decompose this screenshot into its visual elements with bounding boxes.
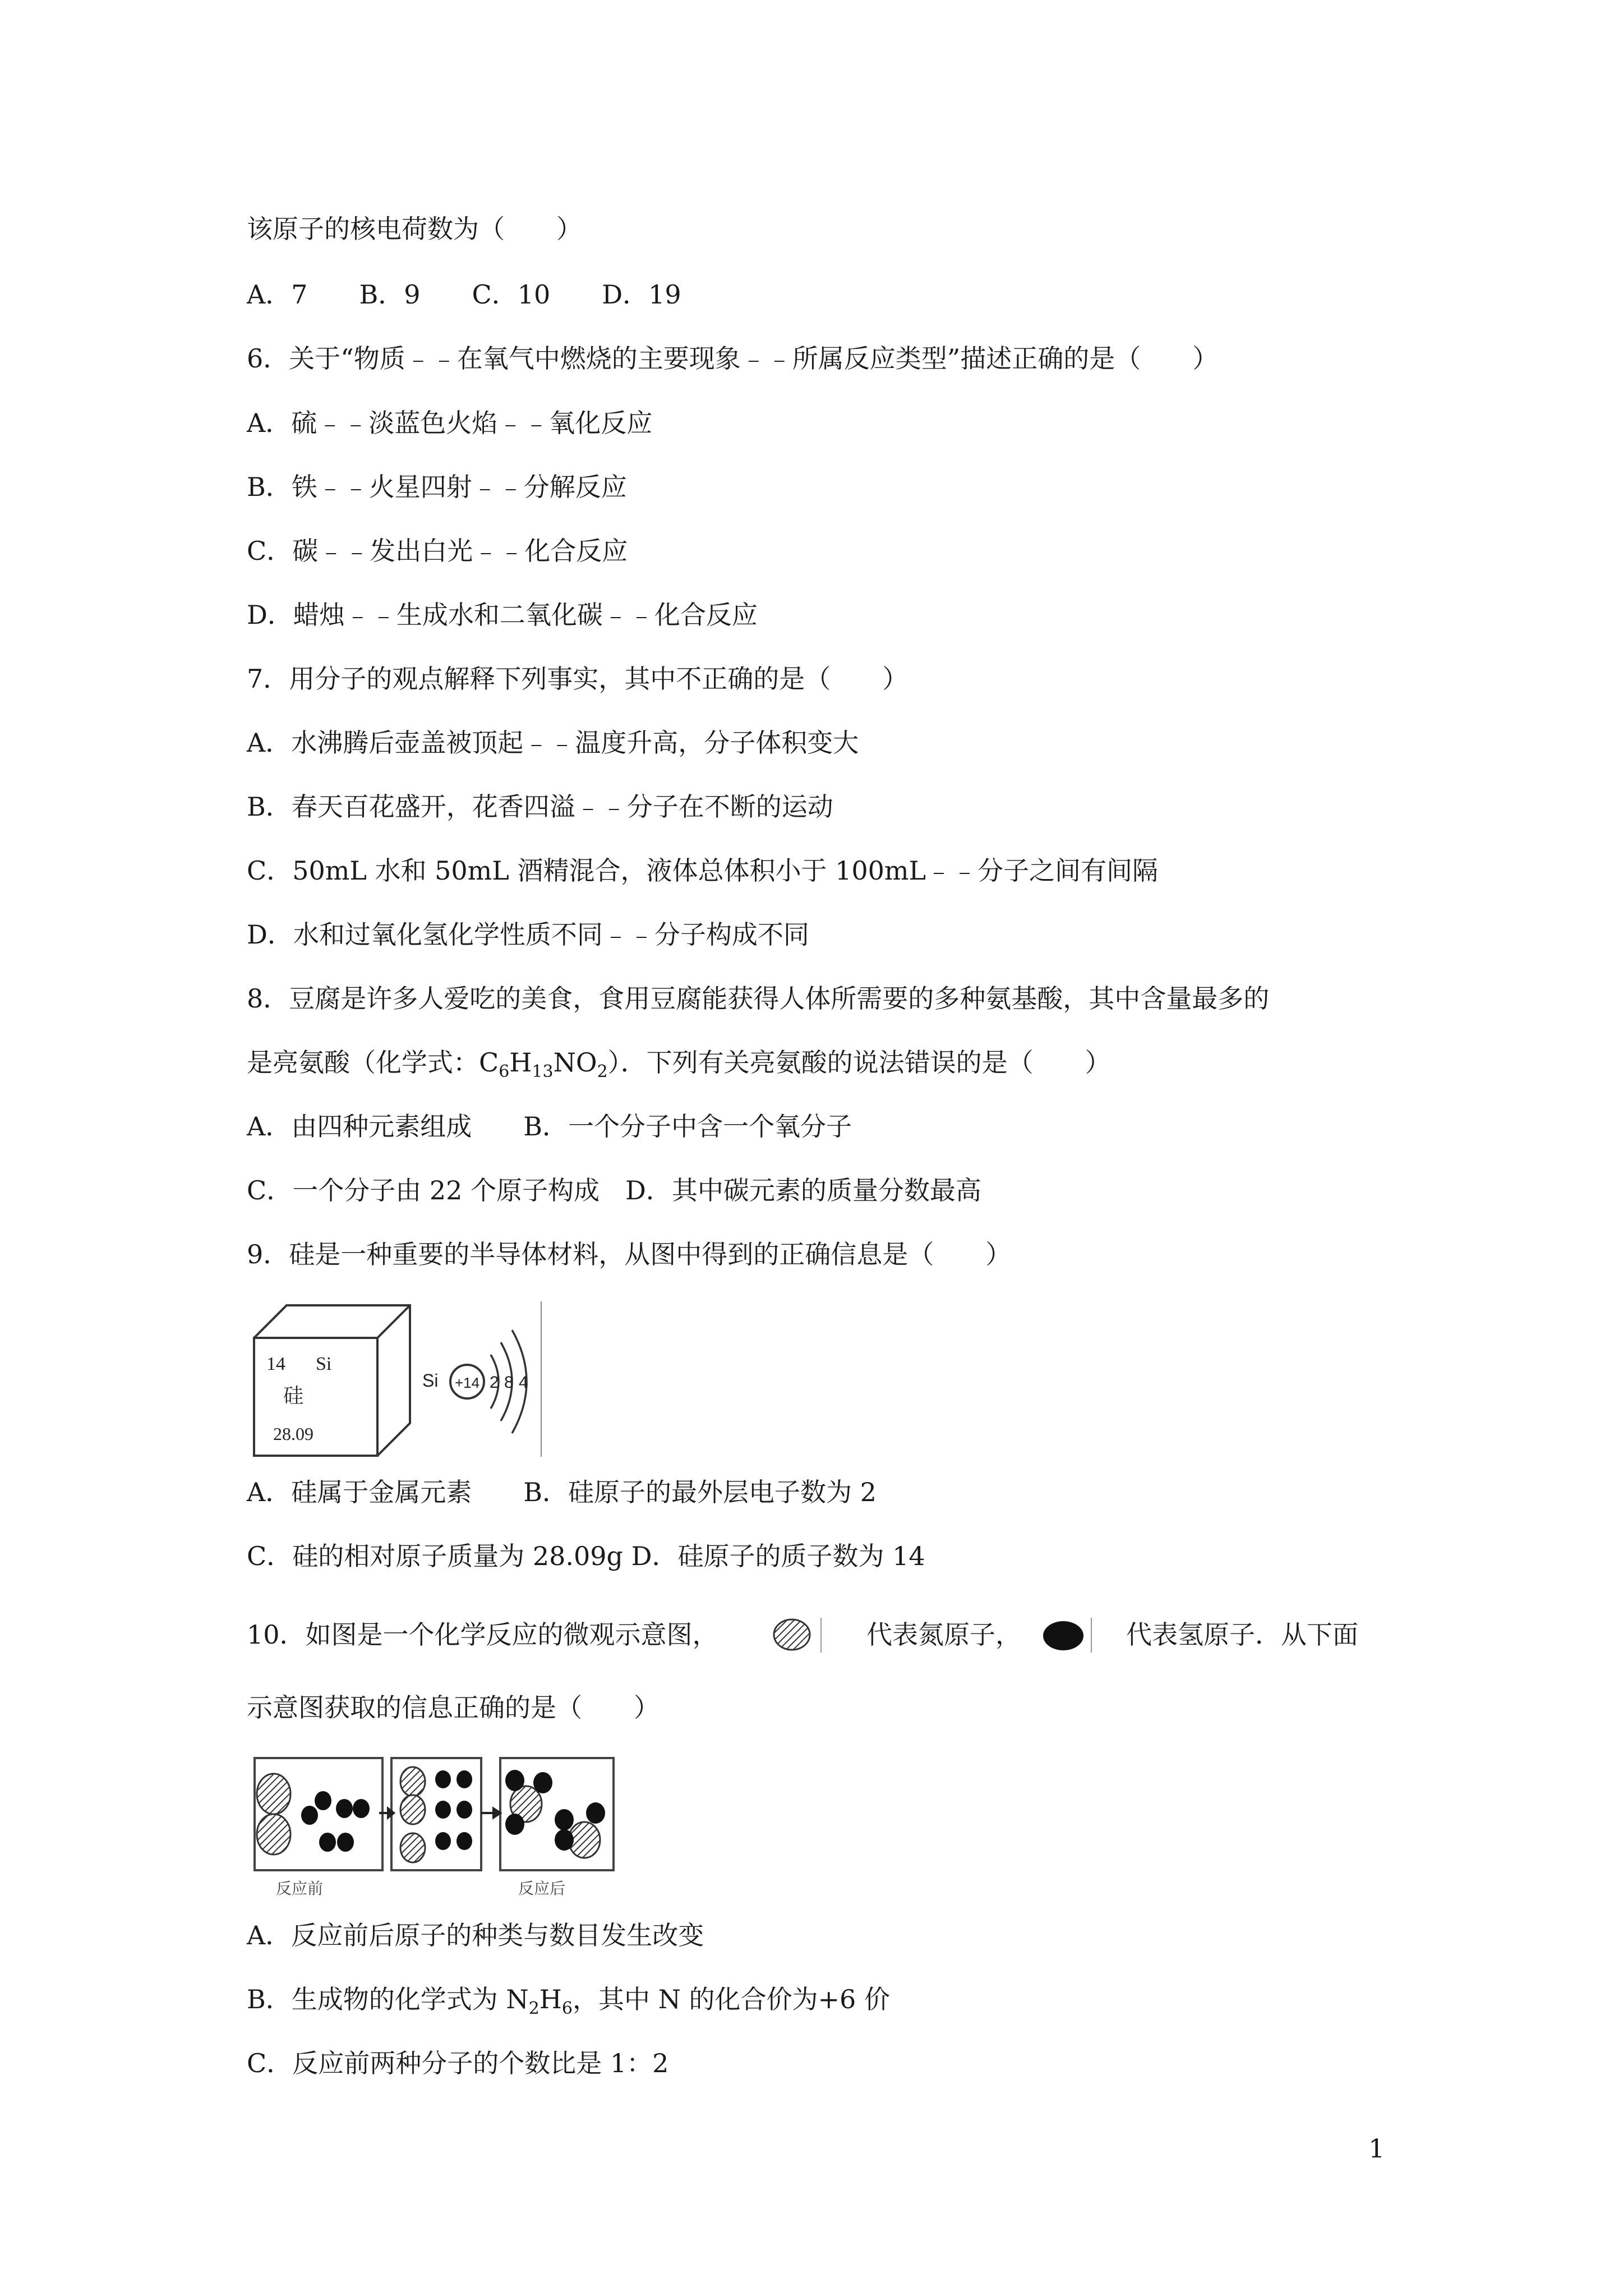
question-6-option-a: A．硫﹣﹣淡蓝色火焰﹣﹣氧化反应 (247, 408, 653, 438)
shell-1-electrons: 2 (490, 1373, 499, 1392)
subscript: 6 (499, 1062, 510, 1082)
subscript: 2 (528, 1999, 540, 2018)
question-10-stem-part-c: 代表氢原子．从下面 (1126, 1619, 1358, 1650)
shell-2-electrons: 8 (504, 1373, 514, 1392)
subscript: 2 (597, 1062, 608, 1082)
atomic-number: 14 (266, 1354, 285, 1374)
element-name: 硅 (283, 1384, 304, 1407)
question-10-option-c: C．反应前两种分子的个数比是 1：2 (247, 2048, 669, 2078)
question-9-stem: 9．硅是一种重要的半导体材料，从图中得到的正确信息是（ ） (247, 1239, 1012, 1269)
label-before: 反应前 (276, 1879, 324, 1898)
question-7-option-d: D．水和过氧化氢化学性质不同﹣﹣分子构成不同 (247, 919, 809, 950)
question-7-option-a: A．水沸腾后壶盖被顶起﹣﹣温度升高，分子体积变大 (247, 728, 859, 758)
question-7-option-c: C．50mL 水和 50mL 酒精混合，液体总体积小于 100mL﹣﹣分子之间有间隔 (247, 855, 1159, 886)
subscript: 13 (532, 1062, 554, 1082)
formula-text: 是亮氨酸（化学式：C (247, 1047, 499, 1078)
question-8-stem: 8．豆腐是许多人爱吃的美食，食用豆腐能获得人体所需要的多种氨基酸，其中含量最多的 (247, 983, 1270, 1014)
shell-3-electrons: 4 (519, 1373, 528, 1392)
question-10-option-a: A．反应前后原子的种类与数目发生改变 (247, 1920, 704, 1950)
question-10-stem-part-b: 代表氮原子， (866, 1619, 1021, 1650)
question-7-stem: 7．用分子的观点解释下列事实，其中不正确的是（ ） (247, 664, 909, 694)
element-symbol: Si (316, 1354, 332, 1374)
question-8-options-ab: A．由四种元素组成 B．一个分子中含一个氧分子 (247, 1111, 852, 1142)
subscript: 6 (561, 1999, 573, 2018)
atomic-mass: 28.09 (273, 1424, 313, 1444)
question-9-options-ab: A．硅属于金属元素 B．硅原子的最外层电子数为 2 (247, 1477, 877, 1507)
atom-symbol: Si (422, 1370, 439, 1391)
question-7-option-b: B．春天百花盛开，花香四溢﹣﹣分子在不断的运动 (247, 792, 833, 822)
nitrogen-atom-legend (769, 1616, 826, 1655)
formula-text: H (539, 1984, 562, 2014)
formula-text: NO (553, 1047, 597, 1078)
question-10-option-b (247, 1982, 890, 2026)
question-6-option-b: B．铁﹣﹣火星四射﹣﹣分解反应 (247, 472, 627, 502)
reaction-micro-diagram (247, 1750, 620, 1902)
before-molecules (257, 1774, 370, 1855)
question-8-options-cd: C．一个分子由 22 个原子构成 D．其中碳元素的质量分数最高 (247, 1175, 981, 1205)
question-9-options-cd: C．硅的相对原子质量为 28.09g D．硅原子的质子数为 14 (247, 1541, 925, 1571)
question-6-option-c: C．碳﹣﹣发出白光﹣﹣化合反应 (247, 536, 628, 566)
formula-text: ）．下列有关亮氨酸的说法错误的是（ ） (607, 1047, 1111, 1078)
question-5-options: A．7 B．9 C．10 D．19 (247, 279, 681, 310)
hydrogen-atom-legend (1039, 1616, 1095, 1655)
question-5-stem-end: 该原子的核电荷数为（ ） (247, 214, 582, 244)
label-after: 反应后 (518, 1879, 566, 1898)
question-8-stem-formula (247, 1046, 1111, 1089)
question-10-stem-end: 示意图获取的信息正确的是（ ） (247, 1692, 660, 1723)
formula-text: ，其中 N 的化合价为+6 价 (573, 1984, 890, 2014)
formula-text: H (509, 1047, 532, 1078)
after-molecules (505, 1770, 605, 1858)
question-10-stem-part-a: 10．如图是一个化学反应的微观示意图， (247, 1619, 718, 1650)
middle-atoms (400, 1767, 472, 1862)
page-number: 1 (1368, 2133, 1385, 2164)
question-6-stem: 6．关于“物质﹣﹣在氧气中燃烧的主要现象﹣﹣所属反应类型”描述正确的是（ ） (247, 343, 1219, 374)
formula-text: B．生成物的化学式为 N (247, 1984, 529, 2014)
nucleus-charge: +14 (454, 1374, 480, 1391)
question-6-option-d: D．蜡烛﹣﹣生成水和二氧化碳﹣﹣化合反应 (247, 600, 758, 630)
silicon-element-figure (250, 1299, 544, 1461)
